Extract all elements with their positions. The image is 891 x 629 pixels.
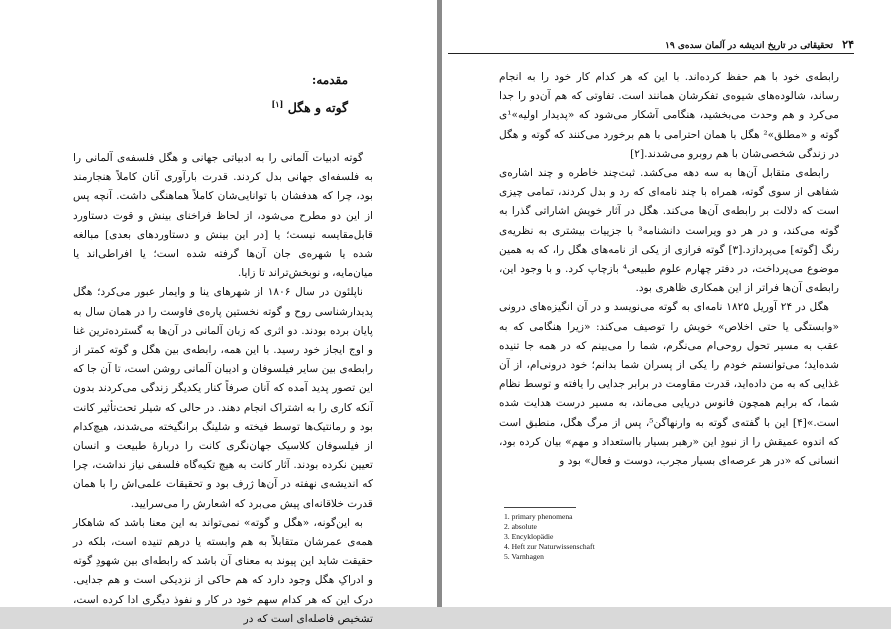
footnote-rule <box>504 507 576 508</box>
section-heading-text: گوته و هگل <box>287 100 348 116</box>
left-page <box>0 0 437 625</box>
intro-heading: مقدمه: <box>311 73 348 87</box>
paragraph: رابطه‌ی متقابل آن‌ها به سه دهه می‌کشد. ثبت‌چند خاطره و چند اشاره‌ی شفاهی از سوی گوته، همراه با چند نامه‌ای که رد و بدل کردند، تمامی چیزی است که دلالت بر رابطه‌ی آن‌ها می‌کند. هگل در آثار خویش اشاراتی گذرا به گوته می‌کند، و در هر دو ویراست دانشنامه³ با جزییات بیشتری به نظریه‌ی رنگ [گوته] می‌پردازد.[۳] گوته فرازی از یکی از نامه‌های هگل را، که به همین موضوع می‌پرداخت، در دفتر چهارم علوم طبیعی⁴ بازچاپ کرد. و با وجود این، رابطه‌ی آن‌ها فراتر از این همکاری ظاهری بود. <box>499 167 839 295</box>
paragraph: به این‌گونه، «هگل و گوته» نمی‌تواند به این معنا باشد که شاهکار همه‌ی عمرشان متقابلاً به هم وابسته یا درهم تنیده است، بلکه در حقیقت شاید این پیوند به معنای آن باشد که رابطه‌ای بین شهودِ گوته و ادراکِ هگل وجود دارد که هم حاکی از نزدیکی است و هم جدایی. درک این که هر کدام سهم خود در کار و نفوذ دیگری ادا کرده است، تشخیص فاصله‌ای است که در <box>73 516 373 625</box>
footnote-item: 2. absolute <box>504 521 537 531</box>
footnote-item: 3. Encyklopädie <box>504 531 554 541</box>
left-page-body <box>73 149 373 629</box>
right-page-body <box>499 68 839 471</box>
right-page <box>442 0 891 607</box>
running-header-title: تحقیقاتی در تاریخ اندیشه در آلمان سده‌ی ۱۹ <box>665 41 834 51</box>
footnote-item: 5. Varnhagen <box>504 551 544 561</box>
section-heading <box>271 99 348 115</box>
section-footnote-ref: [۱] <box>271 99 284 109</box>
paragraph: هگل در ۲۴ آوریل ۱۸۲۵ نامه‌ای به گوته می‌نویسد و در آن انگیزه‌های درونی «وابستگی یا حتی اخلاص» خویش را توصیف می‌کند: «زیرا هنگامی که به عقب به مسیر تحول روحی‌ام می‌نگرم، شما را می‌بینم که در همه جا تنیده شده‌اید؛ می‌توانستم خودم را یکی از پسران شما بدانم؛ خود درونی‌ام، از آن غذایی که به من داده‌اید، قدرت مقاومت در برابر جدایی را یافته و توسط نظام شما، که برایم همچون فانوس دریایی می‌ماند، به مسیر درست هدایت شده است.»[۴] این با گفته‌ی گوته به وارنهاگن⁵، پس از مرگ هگل، منطبق است که اندوه عمیقش را از نبودِ این «رهبر بسیار بااستعداد و مهم» بیان کرده بود، انسانی که «در هر عرصه‌ای بسیار مجرب، دوست و فعال» بود و <box>499 301 839 468</box>
paragraph: گوته ادبیات آلمانی را به ادبیاتی جهانی و هگل فلسفه‌ی آلمانی را به فلسفه‌ای جهانی بدل کردند. قدرت بارآوری آنان کاملاً هنجارمند بود، چرا که هدفشان با توانایی‌شان کاملاً هماهنگی داشت. آنچه پس از این دو مطرح می‌شود، از لحاظ فراخنای بینش و قوت دستاورد قابل‌مقایسه نیست؛ یا [در این بینش و دستاوردهای بعدی] مبالغه شده یا شهره‌ی جان آن‌ها گرفته شده است؛ یا افراطی‌اند یا میان‌مایه، و نوبخش‌تراند تا زایا. <box>73 152 373 280</box>
paragraph: ناپلئون در سال ۱۸۰۶ از شهرهای ینا و وایمار عبور می‌کرد؛ هگل پدیدارشناسی روح و گوته نخستین پاره‌ی فاوست را در همان سال به پایان برده بودند. دو اثری که زبان آلمانی در آن‌ها به گسترده‌ترین غنا و اوج ایجاز خود رسید. با این همه، رابطه‌ی بین هگل و گوته کمتر از رابطه‌ی بین سایر فیلسوفان و ادیبان آلمانی روشن است، تا آن جا که این تصور پدید آمده که آنان صرفاً کنار یکدیگر زندگی می‌کردند بدون آنکه کاری را به اشتراک انجام دهند. در حالی که شیلر تحت‌تأثیر کانت بود و رمانتیک‌ها توسط فیخته و شلینگ برانگیخته می‌شدند، هیچ‌کدام از فیلسوفان کلاسیک جهان‌نگری کانت را دربارهٔ طبیعت و انسان تعیین نکرده بودند. آثار کانت به هیچ تکیه‌گاه فلسفی نیاز نداشت، چرا که اندیشه‌ی نهفته در آن‌ها ژرف بود و تحقیقات علمی‌اش را با همان قدرت خلاقانه‌ای پیش می‌برد که اشعارش را می‌سرایید. <box>73 286 373 510</box>
header-rule <box>448 53 854 54</box>
footnotes <box>504 512 764 562</box>
footnote-item: 4. Heft zur Naturwissenschaft <box>504 541 595 551</box>
footnote-item: 1. primary phenomena <box>504 512 573 521</box>
running-header <box>448 38 854 51</box>
page-number: ۲۴ <box>842 38 854 51</box>
paragraph: رابطه‌ی خود با هم حفظ کرده‌اند. با این که هر کدام کار خود را به انجام رساند، شالوده‌های شیوه‌ی تفکرشان همانند است. تفاوتی که هم آن‌دو را جدا می‌کرد و هم وحدت می‌بخشید، هنگامی آشکار می‌شود که «پدیدار اولیه»¹ی گوته و «مطلق»² هگل با همان احترامی با هم برخورد می‌کنند که گوته و هگل در زندگی شخصی‌شان با هم روبرو می‌شدند.[۲] <box>499 71 839 160</box>
